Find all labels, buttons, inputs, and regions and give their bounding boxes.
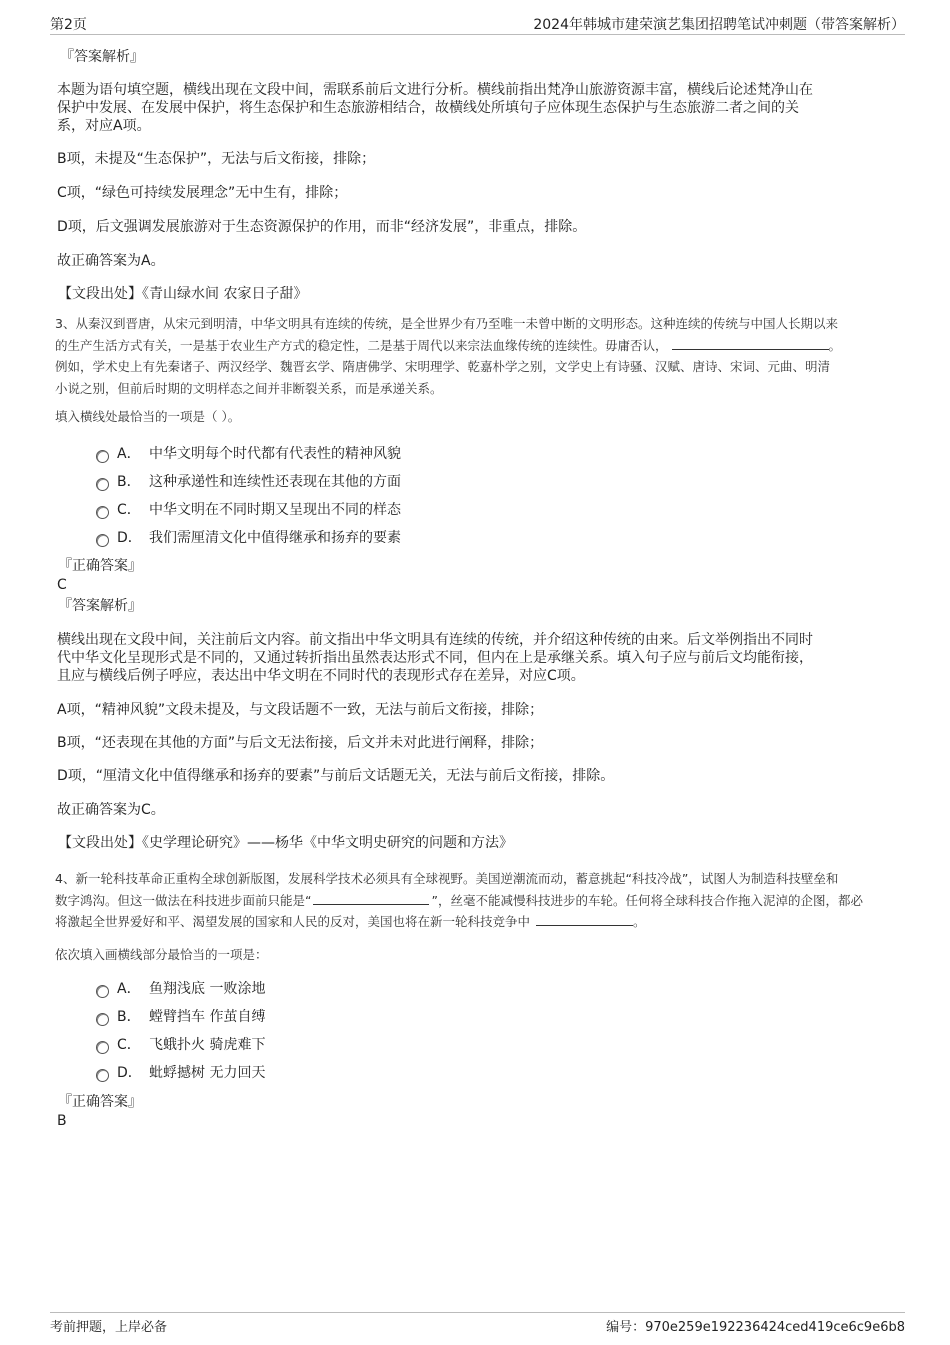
option-d[interactable]: D． 我们需厘清文化中值得继承和扬弃的要素 <box>96 528 401 548</box>
radio-icon[interactable] <box>96 450 109 463</box>
question-line: 例如，学术史上有先秦诸子、两汉经学、魏晋玄学、隋唐佛学、宋明理学、乾嘉朴学之别，文学史上有诗骚、汉赋、唐诗、宋词、元曲、明清 <box>55 359 831 374</box>
option-a-explanation: A项，“精神风貌”文段未提及，与文段话题不一致，无法与前后文衔接，排除； <box>57 702 544 718</box>
question-line: 3、从秦汉到晋唐，从宋元到明清，中华文明具有连续的传统，是全世界少有乃至唯一未曾中断的文明形态。这种连续的传统与中国人长期以来 <box>55 316 838 331</box>
question-line: 数字鸿沟。但这一做法在科技进步面前只能是“ ”，丝毫不能减慢科技进步的车轮。任何将全球科技合作拖入泥淖的企图，都必 <box>55 892 863 908</box>
source: 【文段出处】《史学理论研究》——杨华《中华文明史研究的问题和方法》 <box>58 835 513 851</box>
document-id: 编号：970e259e192236424ced419ce6c9e6b8 <box>606 1320 905 1335</box>
radio-icon[interactable] <box>96 506 109 519</box>
option-b[interactable]: B． 这种承递性和连续性还表现在其他的方面 <box>96 472 401 492</box>
question-4-text <box>55 868 895 933</box>
option-d[interactable]: D． 蚍蜉撼树 无力回天 <box>96 1063 265 1083</box>
answer-value: B <box>57 1113 67 1129</box>
analysis-line: 保护中发展、在发展中保护，将生态保护和生态旅游相结合，故横线处所填句子应体现生态保护与生态旅游二者之间的关 <box>57 100 799 116</box>
radio-icon[interactable] <box>96 1041 109 1054</box>
option-a[interactable]: A． 鱼翔浅底 一败涂地 <box>96 979 265 999</box>
question-line: 将激起全世界爱好和平、渴望发展的国家和人民的反对，美国也将在新一轮科技竞争中 。 <box>55 914 646 929</box>
fill-blank <box>313 903 429 905</box>
option-c[interactable]: C． 飞蛾扑火 骑虎难下 <box>96 1035 265 1055</box>
fill-blank <box>672 348 829 350</box>
analysis-line: 代中华文化呈现形式是不同的，又通过转折指出虽然表达形式不同，但内在上是承继关系。填入句子应与前后文均能衔接， <box>57 650 813 666</box>
question-prompt: 填入横线处最恰当的一项是（ ）。 <box>55 409 241 424</box>
option-c-explanation: C项，“绿色可持续发展理念”无中生有，排除； <box>57 185 348 201</box>
option-d-explanation: D项，后文强调发展旅游对于生态资源保护的作用，而非“经济发展”，非重点，排除。 <box>57 219 587 235</box>
conclusion: 故正确答案为A。 <box>57 253 165 269</box>
option-b-explanation: B项，未提及“生态保护”，无法与后文衔接，排除； <box>57 151 376 167</box>
answer-value: C <box>57 577 67 593</box>
analysis-line: 横线出现在文段中间，关注前后文内容。前文指出中华文明具有连续的传统，并介绍这种传统的由来。后文举例指出不同时 <box>57 632 813 648</box>
option-b[interactable]: B． 螳臂挡车 作茧自缚 <box>96 1007 265 1027</box>
footer-slogan: 考前押题，上岸必备 <box>50 1320 168 1335</box>
question-line: 小说之别，但前后时期的文明样态之间并非断裂关系，而是承递关系。 <box>55 380 443 396</box>
analysis-line: 且应与横线后例子呼应，表达出中华文明在不同时代的表现形式存在差异，对应C项。 <box>57 668 585 684</box>
radio-icon[interactable] <box>96 478 109 491</box>
radio-icon[interactable] <box>96 534 109 547</box>
page-footer <box>50 1312 905 1335</box>
analysis-line: 本题为语句填空题，横线出现在文段中间，需联系前后文进行分析。横线前指出梵净山旅游资源丰富，横线后论述梵净山在 <box>57 82 813 98</box>
radio-icon[interactable] <box>96 985 109 998</box>
question-line: 4、新一轮科技革命正重构全球创新版图，发展科学技术必须具有全球视野。美国逆潮流而动，蓄意挑起“科技冷战”，试图人为制造科技壁垒和 <box>55 871 839 886</box>
option-d-explanation: D项，“厘清文化中值得继承和扬弃的要素”与前后文话题无关，无法与前后文衔接，排除。 <box>57 768 615 784</box>
radio-icon[interactable] <box>96 1069 109 1082</box>
conclusion: 故正确答案为C。 <box>57 802 165 818</box>
question-3-text <box>55 313 895 399</box>
radio-icon[interactable] <box>96 1013 109 1026</box>
source: 【文段出处】《青山绿水间 农家日子甜》 <box>58 286 308 302</box>
analysis-label: 『答案解析』 <box>58 598 142 614</box>
option-c[interactable]: C． 中华文明在不同时期又呈现出不同的样态 <box>96 500 401 520</box>
answer-label: 『正确答案』 <box>58 1094 142 1110</box>
option-b-explanation: B项，“还表现在其他的方面”与后文无法衔接，后文并未对此进行阐释，排除； <box>57 735 544 751</box>
page-header <box>50 0 905 35</box>
question-line: 的生产生活方式有关，一是基于农业生产方式的稳定性，二是基于周代以来宗法血缘传统的连续性。毋庸否认， 。 <box>55 337 842 353</box>
page-number: 第2页 <box>50 17 87 33</box>
option-a[interactable]: A． 中华文明每个时代都有代表性的精神风貌 <box>96 444 401 464</box>
answer-label: 『正确答案』 <box>58 558 142 574</box>
fill-blank <box>536 924 633 926</box>
document-title: 2024年韩城市建荣演艺集团招聘笔试冲刺题（带答案解析） <box>533 17 905 33</box>
analysis-line: 系，对应A项。 <box>57 118 151 134</box>
question-prompt: 依次填入画横线部分最恰当的一项是： <box>55 947 268 962</box>
analysis-label: 『答案解析』 <box>60 49 144 65</box>
